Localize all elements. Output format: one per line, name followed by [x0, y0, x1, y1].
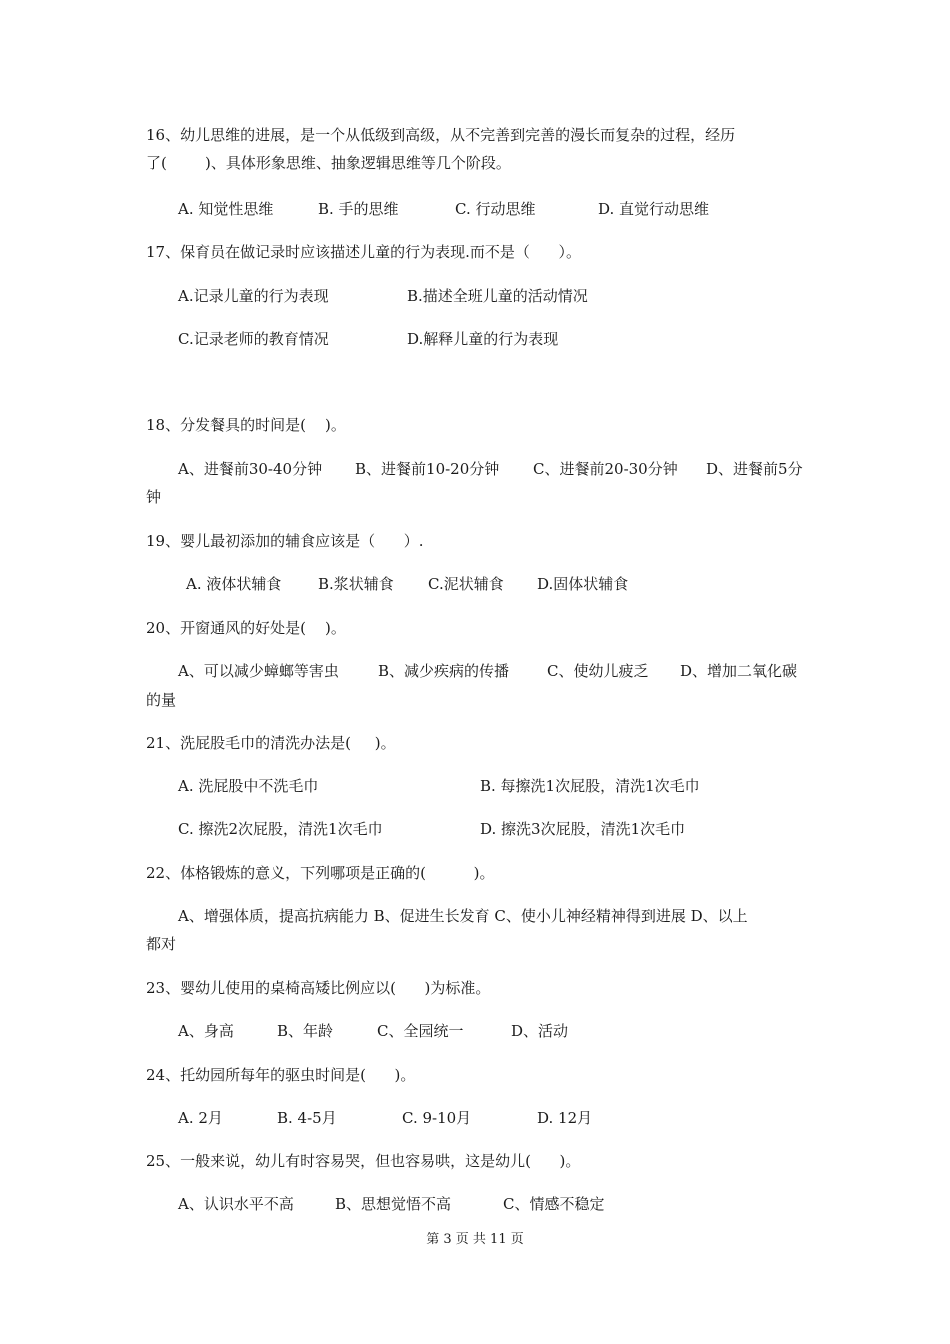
question-20-option-d-wrap: 的量	[146, 691, 177, 709]
question-21-option-a: A. 洗屁股中不洗毛巾	[178, 777, 319, 795]
question-24-option-c: C. 9-10月	[402, 1109, 472, 1127]
question-25-option-c: C、情感不稳定	[503, 1195, 605, 1213]
question-21-stem: 21、洗屁股毛巾的清洗办法是( )。	[146, 734, 396, 752]
question-20-option-b: B、减少疾病的传播	[378, 662, 510, 680]
question-18-stem: 18、分发餐具的时间是( )。	[146, 416, 346, 434]
question-23-option-b: B、年龄	[277, 1022, 334, 1040]
question-20-option-a: A、可以减少蟑螂等害虫	[178, 662, 339, 680]
question-22-options-line-2: 都对	[146, 935, 177, 953]
question-19-stem: 19、婴儿最初添加的辅食应该是（ ）.	[146, 532, 424, 550]
question-17-option-d: D.解释儿童的行为表现	[407, 330, 559, 348]
question-25-option-a: A、认识水平不高	[178, 1195, 294, 1213]
question-16-option-c: C. 行动思维	[455, 200, 536, 218]
question-20-stem: 20、开窗通风的好处是( )。	[146, 619, 346, 637]
question-20-option-c: C、使幼儿疲乏	[547, 662, 649, 680]
question-16-stem-line-1: 16、幼儿思维的进展，是一个从低级到高级，从不完善到完善的漫长而复杂的过程，经历	[146, 126, 736, 144]
question-16-option-d: D. 直觉行动思维	[598, 200, 710, 218]
question-25-option-b: B、思想觉悟不高	[335, 1195, 452, 1213]
question-24-stem: 24、托幼园所每年的驱虫时间是( )。	[146, 1066, 416, 1084]
question-19-option-b: B.浆状辅食	[318, 575, 394, 593]
question-21-option-b: B. 每擦洗1次屁股，清洗1次毛巾	[480, 777, 700, 795]
question-17-stem: 17、保育员在做记录时应该描述儿童的行为表现.而不是（ ）。	[146, 243, 581, 261]
question-21-option-d: D. 擦洗3次屁股，清洗1次毛巾	[480, 820, 686, 838]
question-20-option-d: D、增加二氧化碳	[680, 662, 798, 680]
question-19-option-c: C.泥状辅食	[428, 575, 504, 593]
question-23-option-a: A、身高	[178, 1022, 234, 1040]
question-16-option-a: A. 知觉性思维	[178, 200, 274, 218]
question-19-option-a: A. 液体状辅食	[186, 575, 282, 593]
question-18-option-b: B、进餐前10-20分钟	[355, 460, 500, 478]
question-17-option-a: A.记录儿童的行为表现	[178, 287, 329, 305]
question-23-option-d: D、活动	[511, 1022, 569, 1040]
question-17-option-c: C.记录老师的教育情况	[178, 330, 329, 348]
question-16-stem-line-2: 了( )、具体形象思维、抽象逻辑思维等几个阶段。	[146, 154, 511, 172]
question-18-option-d-wrap: 钟	[146, 488, 162, 506]
question-18-option-a: A、进餐前30-40分钟	[178, 460, 323, 478]
question-18-option-c: C、进餐前20-30分钟	[533, 460, 678, 478]
question-17-option-b: B.描述全班儿童的活动情况	[407, 287, 588, 305]
question-16-option-b: B. 手的思维	[318, 200, 399, 218]
question-22-options-line-1: A、增强体质，提高抗病能力 B、促进生长发育 C、使小儿神经精神得到进展 D、以上	[178, 907, 748, 925]
question-19-option-d: D.固体状辅食	[537, 575, 629, 593]
question-24-option-d: D. 12月	[537, 1109, 593, 1127]
question-25-stem: 25、一般来说，幼儿有时容易哭，但也容易哄，这是幼儿( )。	[146, 1152, 581, 1170]
page-footer: 第 3 页 共 11 页	[426, 1232, 524, 1247]
question-24-option-b: B. 4-5月	[277, 1109, 337, 1127]
question-23-stem: 23、婴幼儿使用的桌椅高矮比例应以( )为标准。	[146, 979, 491, 997]
question-22-stem: 22、体格锻炼的意义，下列哪项是正确的( )。	[146, 864, 495, 882]
question-23-option-c: C、全园统一	[377, 1022, 464, 1040]
question-18-option-d: D、进餐前5分	[706, 460, 803, 478]
question-24-option-a: A. 2月	[178, 1109, 223, 1127]
question-21-option-c: C. 擦洗2次屁股，清洗1次毛巾	[178, 820, 383, 838]
